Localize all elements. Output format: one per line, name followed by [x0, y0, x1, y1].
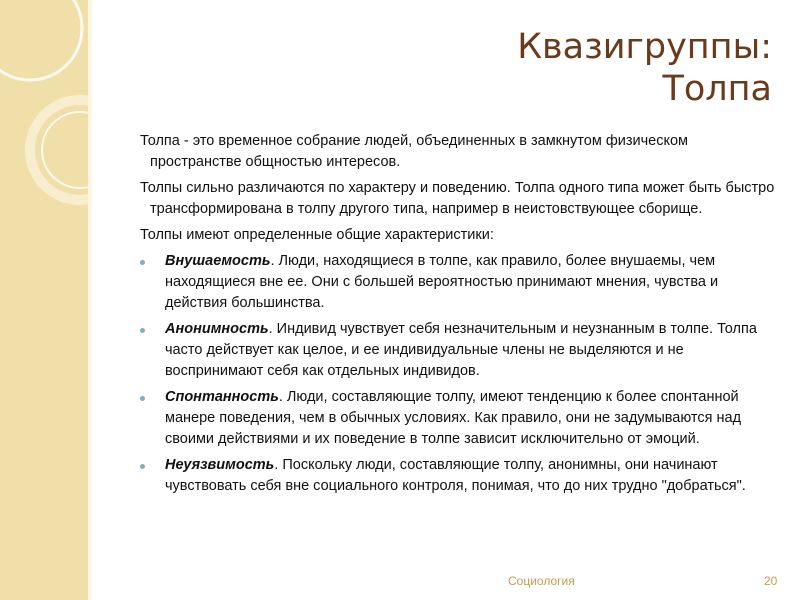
- bullet-dot-icon: [140, 260, 145, 265]
- title-line-1: Квазигруппы:: [517, 27, 772, 67]
- list-item-suggestibility: [140, 251, 780, 314]
- bullet-term: Анонимность: [165, 321, 269, 337]
- paragraph-variety: [140, 178, 780, 220]
- bullet-text: . Индивид чувствует себя незначительным и неузнанным в толпе. Толпа часто действует как целое, и ее индивидуальные члены не выделяются и не воспринимают себя как отдельных индивидов.: [165, 321, 757, 379]
- bullet-text: . Люди, составляющие толпу, имеют тенденцию к более спонтанной манере поведения, чем в обычных условиях. Как правило, они не задумываются над своими действиями и их поведение в толпе зависит исключительно от эмоций.: [165, 389, 742, 447]
- paragraph-text: Толпы сильно различаются по характеру и поведению. Толпа одного типа может быть быстро трансформирована в толпу другого типа, например в неистовствующее сборище.: [140, 180, 775, 217]
- decorative-sidebar: [0, 0, 88, 600]
- paragraph-characteristics-intro: [140, 225, 780, 246]
- paragraph-text: Толпы имеют определенные общие характеристики:: [140, 227, 494, 243]
- bullet-term: Внушаемость: [165, 253, 271, 269]
- slide-body: [140, 131, 780, 502]
- bullet-text: . Поскольку люди, составляющие толпу, анонимны, они начинают чувствовать себя вне социального контроля, понимая, что до них трудно "добраться".: [165, 457, 746, 494]
- sidebar-edge: [88, 0, 92, 600]
- footer-label: Социология: [508, 574, 575, 588]
- bullet-term: Спонтанность: [165, 389, 279, 405]
- paragraph-definition: [140, 131, 780, 173]
- decorative-circles: [0, 0, 88, 600]
- bullet-dot-icon: [140, 396, 145, 401]
- list-item-invulnerability: [140, 455, 780, 497]
- list-item-anonymity: [140, 319, 780, 382]
- bullet-dot-icon: [140, 328, 145, 333]
- paragraph-text: Толпа - это временное собрание людей, объединенных в замкнутом физическом пространстве общностью интересов.: [140, 133, 689, 170]
- title-line-2: Толпа: [662, 69, 772, 109]
- list-item-spontaneity: [140, 387, 780, 450]
- page-number: 20: [764, 574, 778, 588]
- bullet-dot-icon: [140, 464, 145, 469]
- slide-title: [517, 26, 772, 110]
- bullet-text: . Люди, находящиеся в толпе, как правило, более внушаемы, чем находящиеся вне ее. Они с большей вероятностью принимают мнения, чувства и действия большинства.: [165, 253, 719, 311]
- bullet-term: Неуязвимость: [165, 457, 275, 473]
